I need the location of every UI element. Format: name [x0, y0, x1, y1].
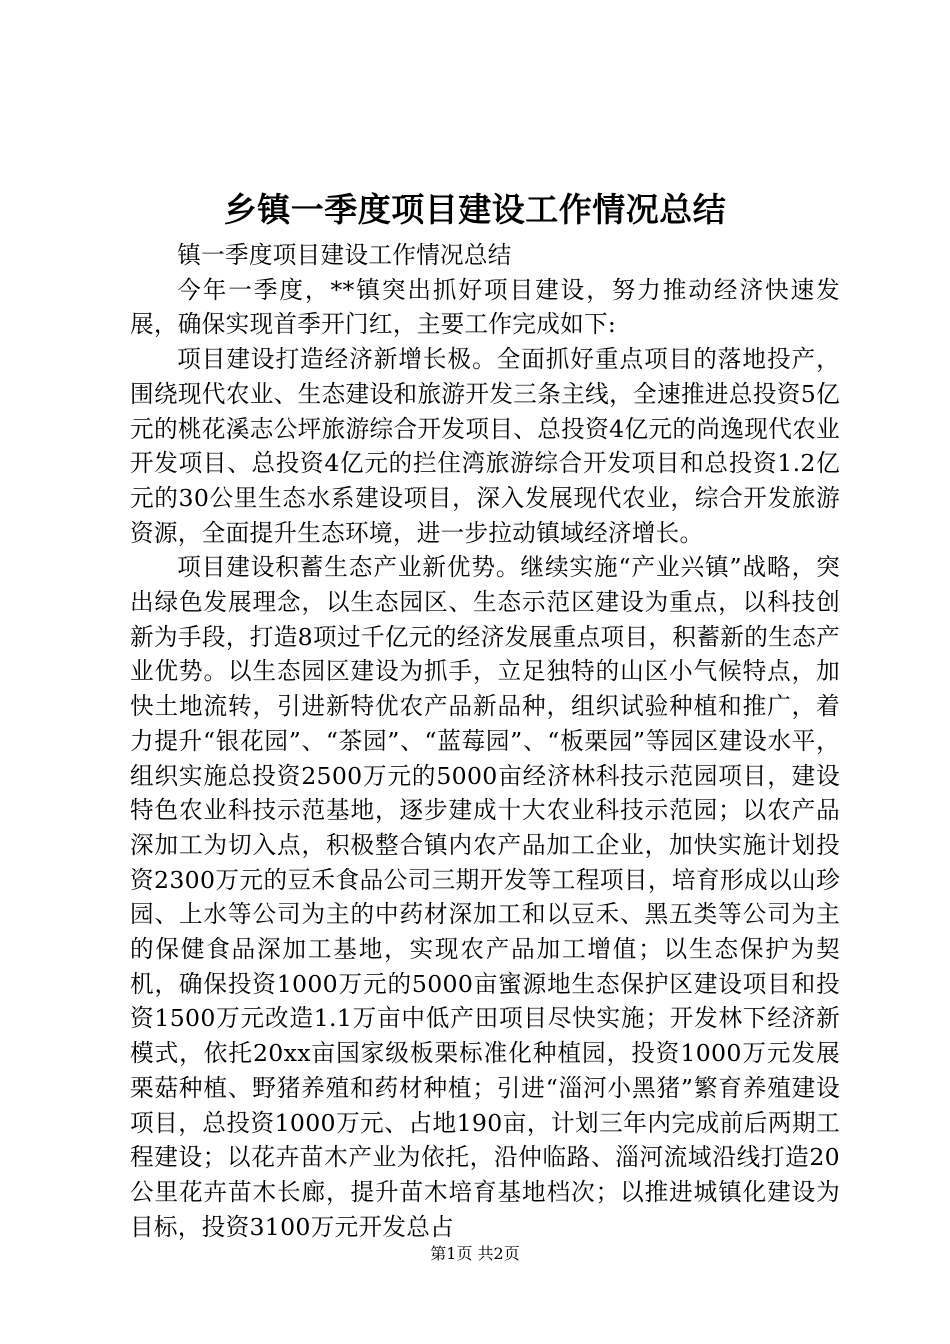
- paragraph-subtitle: 镇一季度项目建设工作情况总结: [177, 241, 512, 269]
- document-title: 乡镇一季度项目建设工作情况总结: [223, 190, 727, 229]
- page-footer: [0, 1243, 950, 1265]
- page-total: 共2页: [477, 1244, 520, 1263]
- paragraph-ecological-industry: 项目建设积蓄生态产业新优势。继续实施“产业兴镇”战略，突出绿色发展理念，以生态园区、生态示范区建设为重点，以科技创新为手段，打造8项过千亿元的经济发展重点项目，积蓄新的生态产业优势。以生态园区建设为抓手，立足独特的山区小气候特点，加快土地流转，引进新特优农产品新品种，组织试验种植和推广，着力提升“银花园”、“茶园”、“蓝莓园”、“板栗园”等园区建设水平，组织实施总投资2500万元的5000亩经济林科技示范园项目，建设特色农业科技示范基地，逐步建成十大农业科技示范园；以农产品深加工为切入点，积极整合镇内农产品加工企业，加快实施计划投资2300万元的豆禾食品公司三期开发等工程项目，培育形成以山珍园、上水等公司为主的中药材深加工和以豆禾、黑五类等公司为主的保健食品深加工基地，实现农产品加工增值；以生态保护为契机，确保投资1000万元的5000亩蜜源地生态保护区建设项目和投资1500万元改造1.1万亩中低产田项目尽快实施；开发林下经济新模式，依托20xx亩国家级板栗标准化种植园，投资1000万元发展栗菇种植、野猪养殖和药材种植；引进“淄河小黑猪”繁育养殖建设项目，总投资1000万元、占地190亩，计划三年内完成前后两期工程建设；以花卉苗木产业为依托，沿仲临路、淄河流域沿线打造20公里花卉苗木长廊，提升苗木培育基地档次；以推进城镇化建设为目标，投资3100万元开发总占: [130, 553, 840, 1241]
- paragraph-growth-pole: 项目建设打造经济新增长极。全面抓好重点项目的落地投产，围绕现代农业、生态建设和旅游开发三条主线，全速推进总投资5亿元的桃花溪志公坪旅游综合开发项目、总投资4亿元的尚逸现代农业开发项目、总投资4亿元的拦住湾旅游综合开发项目和总投资1.2亿元的30公里生态水系建设项目，深入发展现代农业，综合开发旅游资源，全面提升生态环境，进一步拉动镇域经济增长。: [130, 345, 840, 547]
- paragraph-intro: 今年一季度，**镇突出抓好项目建设，努力推动经济快速发展，确保实现首季开门红，主要工作完成如下:: [130, 275, 840, 339]
- document-body: [130, 238, 840, 1244]
- page-number: 第1页: [430, 1244, 473, 1263]
